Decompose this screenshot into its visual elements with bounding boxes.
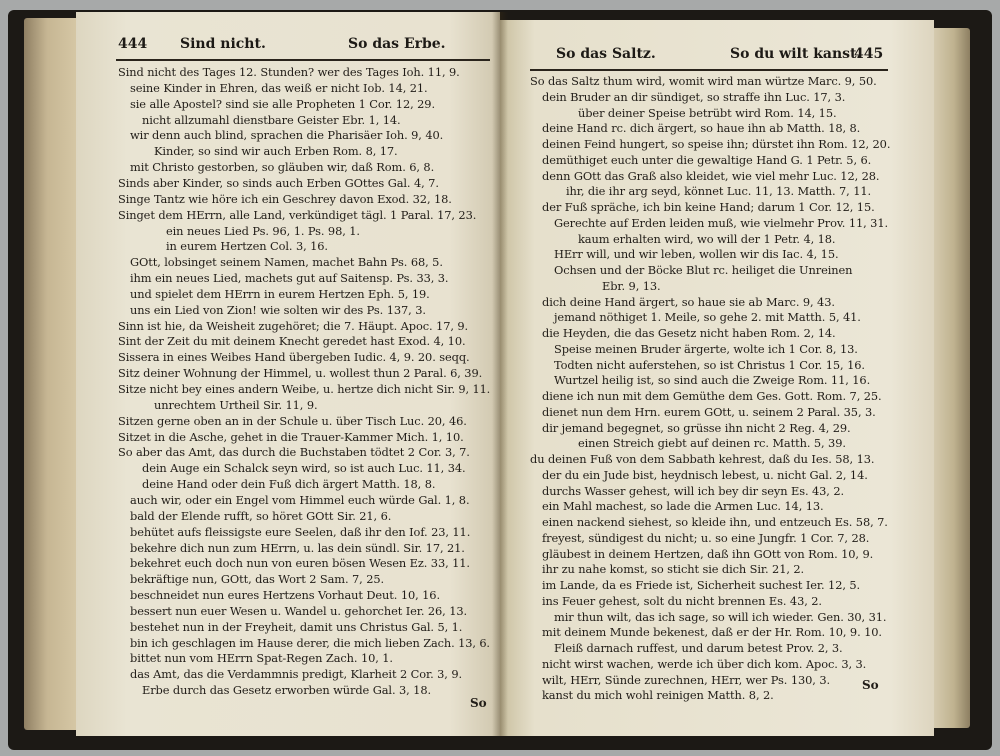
text-line: mit deinem Munde bekenest, daß er der Hr. Rom. 10, 9. 10. (542, 625, 882, 640)
text-line: der Fuß spräche, ich bin keine Hand; darum 1 Cor. 12, 15. (542, 200, 875, 214)
text-line: wir denn auch blind, sprachen die Pharisäer Ioh. 9, 40. (130, 128, 444, 143)
text-line: Speise meinen Bruder ärgerte, wolte ich 1 Cor. 8, 13. (554, 341, 858, 356)
text-line: Fleiß darnach ruffest, und darum betest Prov. 2, 3. (554, 641, 843, 655)
text-line: beschneidet nun eures Hertzens Vorhaut Deut. 10, 16. (130, 588, 440, 603)
text-line: ins Feuer gehest, solt du nicht brennen Es. 43, 2. (542, 593, 822, 608)
text-line: dich deine Hand ärgert, so haue sie ab Marc. 9, 43. (542, 294, 835, 309)
left-page (76, 12, 500, 736)
text-line: in eurem Hertzen Col. 3, 16. (166, 239, 328, 254)
text-line: Sitzet in die Asche, gehet in die Trauer-Kammer Mich. 1, 10. (118, 429, 464, 444)
text-line: demüthiget euch unter die gewaltige Hand G. 1 Petr. 5, 6. (542, 152, 872, 167)
header-rule (116, 59, 490, 61)
text-line: deinen Feind hungert, so speise ihn; dürstet ihn Rom. 12, 20. (542, 137, 891, 151)
running-head-left: So das Saltz. (556, 46, 656, 62)
text-line: wilt, HErr, Sünde zurechnen, HErr, wer Ps. 130, 3. (542, 672, 830, 687)
text-line: bin ich geschlagen im Hause derer, die mich lieben Zach. 13, 6. (130, 635, 490, 650)
text-line: jemand nöthiget 1. Meile, so gehe 2. mit Matth. 5, 41. (554, 310, 861, 325)
text-line: deine Hand oder dein Fuß dich ärgert Matth. 18, 8. (142, 477, 436, 492)
text-line: Sinn ist hie, da Weisheit zugehöret; die 7. Häupt. Apoc. 17, 9. (118, 318, 469, 333)
text-line: sie alle Apostel? sind sie alle Propheten 1 Cor. 12, 29. (130, 96, 435, 111)
text-line: uns ein Lied von Zion! wie solten wir des Ps. 137, 3. (130, 302, 426, 317)
page-edges-right (930, 28, 970, 728)
running-head-right: So das Erbe. (348, 36, 446, 52)
text-line: Ochsen und der Böcke Blut rc. heiliget die Unreinen (554, 263, 853, 277)
text-line: So das Saltz thum wird, womit wird man würtze Marc. 9, 50. (530, 74, 877, 88)
text-line: kanst du mich wohl reinigen Matth. 8, 2. (542, 688, 774, 703)
text-line: denn GOtt das Graß also kleidet, wie viel mehr Luc. 12, 28. (542, 168, 880, 183)
text-line: freyest, sündigest du nicht; u. so eine Jungfr. 1 Cor. 7, 28. (542, 530, 870, 545)
text-line: seine Kinder in Ehren, das weiß er nicht Iob. 14, 21. (130, 80, 428, 95)
text-line: dein Bruder an dir sündiget, so straffe ihn Luc. 17, 3. (542, 89, 846, 104)
text-line: dienet nun dem Hrn. eurem GOtt, u. seinem 2 Paral. 35, 3. (542, 404, 876, 419)
text-line: Sissera in eines Weibes Hand übergeben Iudic. 4, 9. 20. seqq. (118, 350, 470, 365)
text-line: Todten nicht auferstehen, so ist Christus 1 Cor. 15, 16. (554, 357, 865, 372)
text-line: bittet nun vom HErrn Spat-Regen Zach. 10, 1. (130, 651, 393, 666)
text-line: bekehre dich nun zum HErrn, u. las dein sündl. Sir. 17, 21. (130, 540, 465, 555)
text-line: bald der Elende rufft, so höret GOtt Sir. 21, 6. (130, 508, 392, 523)
header-rule (530, 69, 888, 71)
text-line: Singet dem HErrn, alle Land, verkündiget tägl. 1 Paral. 17, 23. (118, 207, 477, 222)
text-line: Kinder, so sind wir auch Erben Rom. 8, 17. (154, 144, 398, 159)
text-line: auch wir, oder ein Engel vom Himmel euch würde Gal. 1, 8. (130, 492, 470, 507)
text-line: nicht allzumahl dienstbare Geister Ebr. 1, 14. (142, 112, 401, 127)
running-head-left: Sind nicht. (180, 36, 266, 52)
text-line: ihm ein neues Lied, machets gut auf Saitensp. Ps. 33, 3. (130, 271, 449, 286)
text-line: du deinen Fuß von dem Sabbath kehrest, daß du Ies. 58, 13. (530, 452, 875, 466)
text-line: gläubest in deinem Hertzen, daß ihn GOtt von Rom. 10, 9. (542, 546, 874, 561)
text-line: GOtt, lobsinget seinem Namen, machet Bahn Ps. 68, 5. (130, 255, 443, 270)
text-line: Sind nicht des Tages 12. Stunden? wer des Tages Ioh. 11, 9. (118, 65, 460, 79)
text-line: deine Hand rc. dich ärgert, so haue ihn ab Matth. 18, 8. (542, 121, 861, 136)
running-head-right: So du wilt kanst. (730, 46, 862, 62)
text-line: Sint der Zeit du mit deinem Knecht geredet hast Exod. 4, 10. (118, 334, 466, 349)
text-line: So aber das Amt, das durch die Buchstaben tödtet 2 Cor. 3, 7. (118, 445, 470, 460)
text-line: und spielet dem HErrn in eurem Hertzen Eph. 5, 19. (130, 286, 430, 301)
catchword: So (470, 696, 487, 710)
text-line: einen nackend siehest, so kleide ihn, und entzeuch Es. 58, 7. (542, 515, 888, 529)
text-line: dein Auge ein Schalck seyn wird, so ist auch Luc. 11, 34. (142, 461, 466, 476)
text-line: dir jemand begegnet, so grüsse ihn nicht 2 Reg. 4, 29. (542, 420, 851, 435)
catchword: So (862, 678, 879, 692)
text-line: durchs Wasser gehest, will ich bey dir seyn Es. 43, 2. (542, 483, 844, 498)
text-line: bekräftige nun, GOtt, das Wort 2 Sam. 7, 25. (130, 572, 385, 587)
text-line: behütet aufs fleissigste eure Seelen, daß ihr den Iof. 23, 11. (130, 524, 471, 539)
text-line: mir thun wilt, das ich sage, so will ich wieder. Gen. 30, 31. (554, 609, 887, 624)
text-line: kaum erhalten wird, wo will der 1 Petr. 4, 18. (578, 231, 836, 246)
text-line: Wurtzel heilig ist, so sind auch die Zweige Rom. 11, 16. (554, 373, 871, 388)
page-number: 445 (854, 46, 884, 62)
text-line: Sitzen gerne oben an in der Schule u. über Tisch Luc. 20, 46. (118, 413, 467, 428)
text-line: das Amt, das die Verdammnis predigt, Klarheit 2 Cor. 3, 9. (130, 667, 462, 682)
text-line: diene ich nun mit dem Gemüthe dem Ges. Gott. Rom. 7, 25. (542, 389, 882, 403)
text-line: Sitze nicht bey eines andern Weibe, u. hertze dich nicht Sir. 9, 11. (118, 382, 491, 396)
text-line: bessert nun euer Wesen u. Wandel u. gehorchet Ier. 26, 13. (130, 603, 468, 618)
text-line: der du ein Jude bist, heydnisch lebest, u. nicht Gal. 2, 14. (542, 467, 868, 482)
text-line: die Heyden, die das Gesetz nicht haben Rom. 2, 14. (542, 326, 836, 340)
text-line: Ebr. 9, 13. (602, 278, 661, 293)
right-page-header (500, 46, 934, 68)
text-line: mit Christo gestorben, so gläuben wir, daß Rom. 6, 8. (130, 160, 435, 175)
text-line: nicht wirst wachen, werde ich über dich kom. Apoc. 3, 3. (542, 656, 867, 671)
page-number: 444 (118, 36, 148, 52)
right-page (500, 20, 934, 736)
text-line: im Lande, da es Friede ist, Sicherheit suchest Ier. 12, 5. (542, 578, 861, 592)
page-edges-left (24, 18, 82, 730)
text-line: Erbe durch das Gesetz erworben würde Gal. 3, 18. (142, 683, 431, 698)
text-line: unrechtem Urtheil Sir. 11, 9. (154, 397, 318, 412)
text-line: ein Mahl machest, so lade die Armen Luc. 14, 13. (542, 499, 824, 514)
text-line: Sitz deiner Wohnung der Himmel, u. wollest thun 2 Paral. 6, 39. (118, 366, 483, 381)
text-line: Gerechte auf Erden leiden muß, wie vielmehr Prov. 11, 31. (554, 215, 888, 230)
text-line: ihr zu nahe komst, so sticht sie dich Sir. 21, 2. (542, 562, 805, 577)
text-line: einen Streich giebt auf deinen rc. Matth. 5, 39. (578, 436, 846, 451)
left-page-header (76, 36, 500, 58)
text-line: bestehet nun in der Freyheit, damit uns Christus Gal. 5, 1. (130, 619, 463, 634)
text-line: Sinds aber Kinder, so sinds auch Erben GOttes Gal. 4, 7. (118, 175, 439, 190)
text-line: ein neues Lied Ps. 96, 1. Ps. 98, 1. (166, 223, 360, 238)
text-line: HErr will, und wir leben, wollen wir dis Iac. 4, 15. (554, 247, 839, 262)
text-line: ihr, die ihr arg seyd, könnet Luc. 11, 13. Matth. 7, 11. (566, 184, 872, 199)
text-line: Singe Tantz wie höre ich ein Geschrey davon Exod. 32, 18. (118, 191, 452, 206)
book-gutter (492, 12, 508, 736)
text-line: über deiner Speise betrübt wird Rom. 14, 15. (578, 105, 837, 120)
text-line: bekehret euch doch nun von euren bösen Wesen Ez. 33, 11. (130, 556, 470, 571)
